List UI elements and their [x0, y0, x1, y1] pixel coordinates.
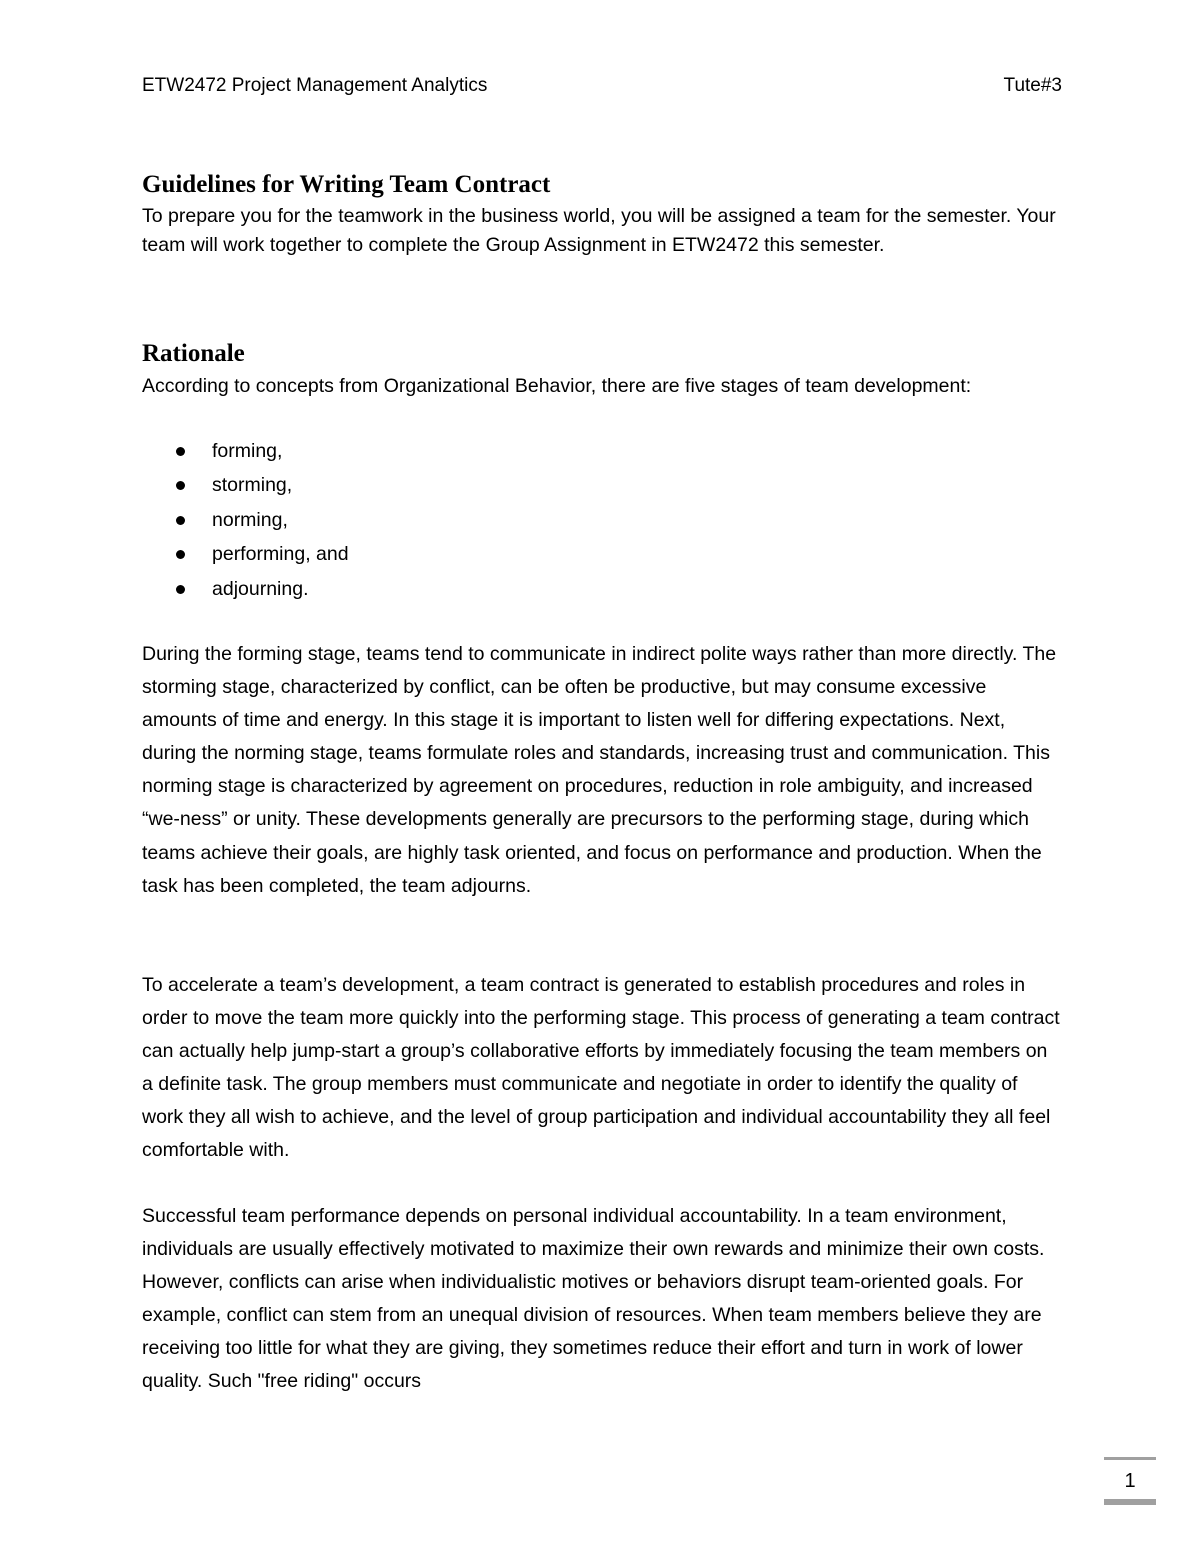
list-item: [172, 505, 349, 539]
bullet-icon: [176, 481, 185, 490]
list-item: [172, 436, 349, 470]
paragraph-accountability: Successful team performance depends on personal individual accountability. In a team environment, individuals are usually effectively motivated to maximize their own rewards and minimize their own costs. However, conflicts can arise when individualistic motives or behaviors disrupt team-oriented goals. For example, conflict can stem from an unequal division of resources. When team members believe they are receiving too little for what they are giving, they sometimes reduce their effort and turn in work of lower quality. Such "free riding" occurs: [142, 1205, 1045, 1393]
paragraph-stages: During the forming stage, teams tend to communicate in indirect polite ways rather than more directly. The storming stage, characterized by conflict, can be often be productive, but may consume excessive amounts of time and energy. In this stage it is important to listen well for differing expectations. Next, during the norming stage, teams formulate roles and standards, increasing trust and communication. This norming stage is characterized by agreement on procedures, reduction in role ambiguity, and increased “we-ness” or unity. These developments generally are precursors to the performing stage, during which teams achieve their goals, are highly task oriented, and focus on performance and production. When the task has been completed, the team adjourns.: [142, 643, 1057, 897]
stage-label: adjourning.: [212, 577, 309, 600]
intro-paragraph: To prepare you for the teamwork in the business world, you will be assigned a team for the semester. Your team will work together to complete the Group Assignment in ETW2472 this semester.: [142, 205, 1056, 256]
page-number-bottom-rule: [1104, 1499, 1156, 1505]
course-title: ETW2472 Project Management Analytics: [142, 75, 488, 96]
bullet-icon: [176, 447, 185, 456]
bullet-icon: [176, 550, 185, 559]
list-item: [172, 539, 349, 573]
paragraph-team-contract: To accelerate a team’s development, a team contract is generated to establish procedures and roles in order to move the team more quickly into the performing stage. This process of generating a team contract can actually help jump-start a group’s collaborative efforts by immediately focusing the team members on a definite task. The group members must communicate and negotiate in order to identify the quality of work they all wish to achieve, and the level of group participation and individual accountability they all feel comfortable with.: [142, 974, 1060, 1162]
stage-label: storming,: [212, 474, 293, 497]
section-heading-guidelines: Guidelines for Writing Team Contract: [142, 171, 551, 198]
stage-label: performing, and: [212, 543, 349, 566]
stage-label: forming,: [212, 440, 283, 462]
page-number-top-rule: [1104, 1457, 1156, 1460]
tutorial-label: Tute#3: [1003, 75, 1062, 96]
bullet-icon: [176, 585, 185, 594]
bullet-icon: [176, 516, 185, 525]
team-stages-list: [172, 436, 349, 608]
list-item: [172, 574, 349, 608]
section-heading-rationale: Rationale: [142, 340, 245, 367]
rationale-intro-paragraph: According to concepts from Organizational Behavior, there are five stages of team development:: [142, 375, 972, 397]
list-item: [172, 470, 349, 504]
page-number: 1: [1124, 1470, 1136, 1492]
stage-label: norming,: [212, 508, 288, 531]
page-number-box: [1104, 1457, 1156, 1505]
